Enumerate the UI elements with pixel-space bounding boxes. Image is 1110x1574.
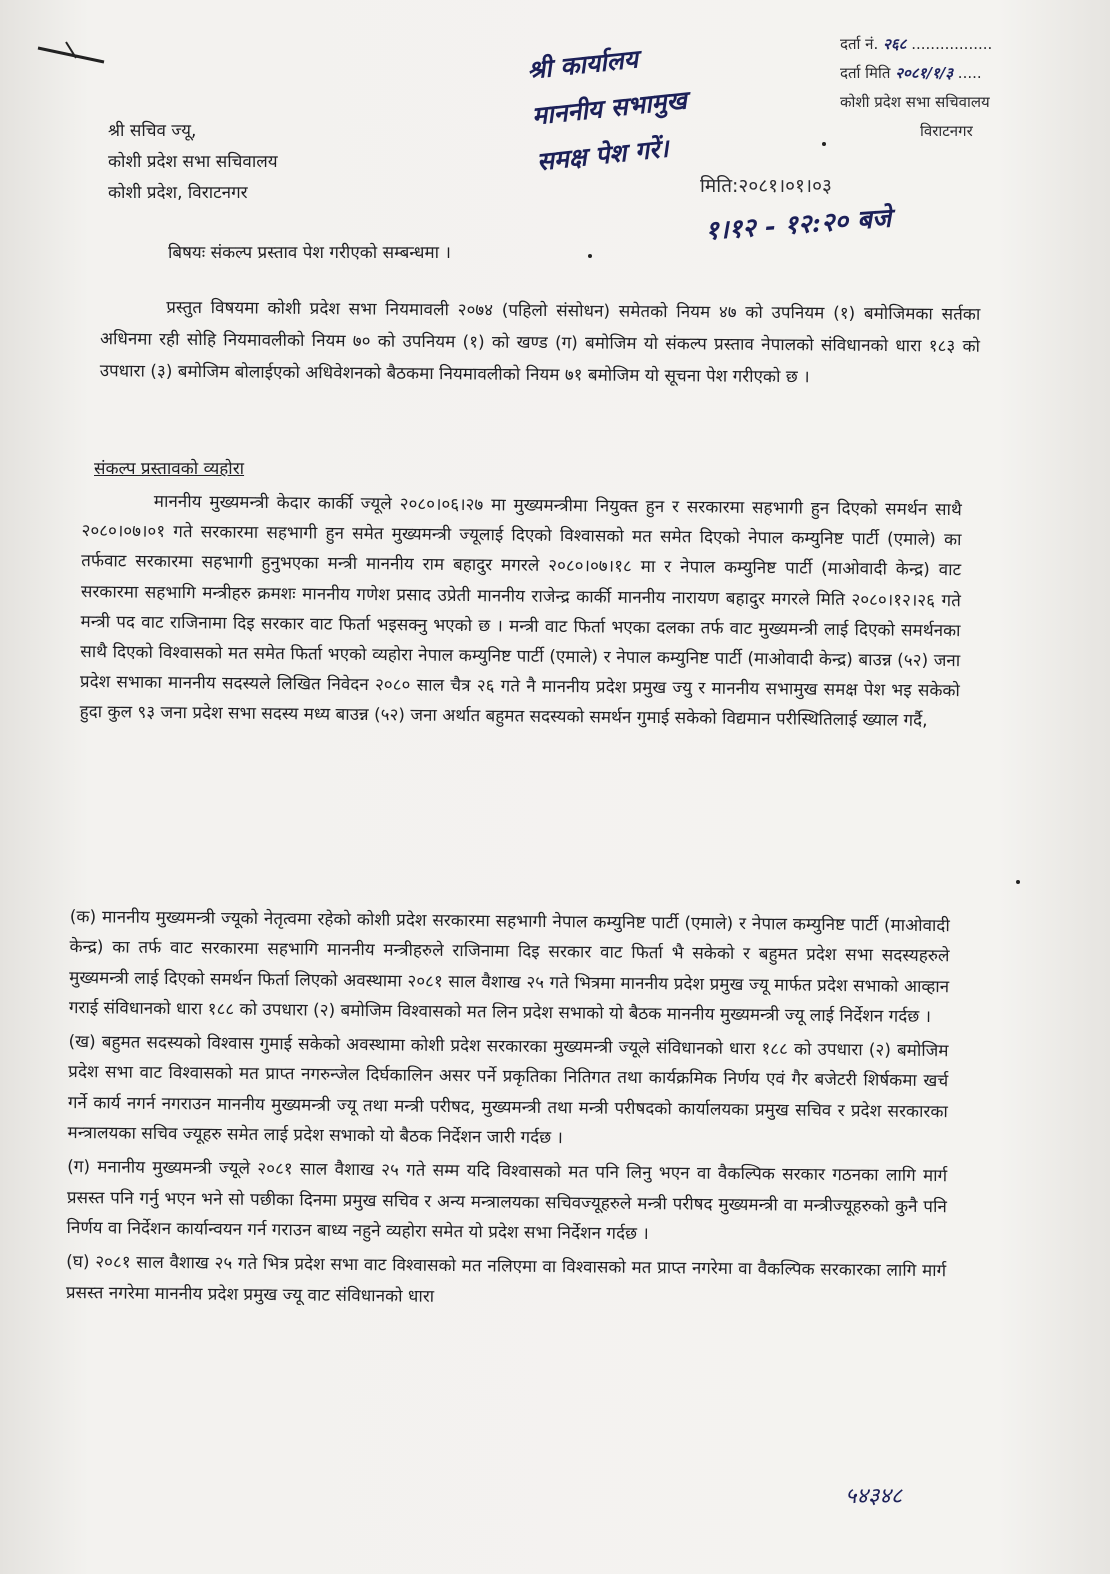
handwritten-note	[525, 17, 838, 186]
address-line-2: कोशी प्रदेश सभा सचिवालय	[108, 152, 278, 172]
resolution-items	[66, 902, 950, 1321]
addressee-block	[108, 116, 278, 209]
registration-office: कोशी प्रदेश सभा सचिवालय	[840, 93, 990, 111]
ink-speck	[588, 254, 592, 258]
resolution-item-kha: (ख) बहुमत सदस्यको विश्वास गुमाई सकेको अवस्थामा कोशी प्रदेश सरकारका मुख्यमन्त्री ज्यूले संविधानको धारा १८८ को उपधारा (२) बमोजिम प्रदेश सभा वाट विश्वासको मत प्राप्त नगरुन्जेल दिर्घकालिन असर पर्ने प्रकृतिका नितिगत तथा कार्यक्रमिक निर्णय एवं गैर बजेटरी शिर्षकमा खर्च गर्ने कार्य नगर्न नगराउन माननीय मुख्यमन्त्री ज्यू तथा मन्त्री परीषद, मुख्यमन्त्री तथा मन्त्री परीषदको कार्यालयका प्रमुख सचिव र प्रदेश सरकारका मन्त्रालयका सचिव ज्यूहरु समेत लाई प्रदेश सभाको यो बैठक निर्देशन जारी गर्दछ ।	[67, 1032, 949, 1149]
signature: ५४३४८	[845, 1484, 903, 1509]
resolution-item-ka: (क) माननीय मुख्यमन्त्री ज्यूको नेतृत्वमा रहेको कोशी प्रदेश सरकारमा सहभागी नेपाल कम्युनिष्ट पार्टी (एमाले) र नेपाल कम्युनिष्ट पार्टी (माओवादी केन्द्र) का तर्फ वाट सरकारमा सहभागि माननीय मन्त्रीहरुले राजिनामा दिइ सरकार वाट फिर्ता भै सकेको र बहुमत प्रदेश सभा सदस्यहरुले मुख्यमन्त्री लाई दिएको समर्थन फिर्ता लिएको अवस्थामा २०८१ साल वैशाख २५ गते भित्रमा माननीय प्रदेश प्रमुख ज्यू मार्फत प्रदेश सभाको आव्हान गराई संविधानको धारा १८८ को उपधारा (२) बमोजिम विश्वासको मत लिन प्रदेश सभाको यो बैठक माननीय मुख्यमन्त्री ज्यू लाई निर्देशन गर्दछ ।	[68, 906, 950, 1027]
darta-number-label: दर्ता नं.	[840, 35, 879, 53]
resolution-item-gha: (घ) २०८१ साल वैशाख २५ गते भित्र प्रदेश सभा वाट विश्वासको मत नलिएमा वा विश्वासको मत प्राप्त नगरेमा वा वैकल्पिक सरकारका लागि मार्ग प्रसस्त नगरेमा माननीय प्रदेश प्रमुख ज्यू वाट संविधानको धारा	[65, 1252, 947, 1307]
resolution-item-ga: (ग) मनानीय मुख्यमन्त्री ज्यूले २०८१ साल वैशाख २५ गते सम्म यदि विश्वासको मत पनि लिनु भएन वा वैकल्पिक सरकार गठनका लागि मार्ग प्रसस्त पनि गर्नु भएन भने सो पछीका दिनमा प्रमुख सचिव र अन्य मन्त्रालयका सचिवज्यूहरुले मन्त्री परीषद मुख्यमन्त्री वा मन्त्रीज्यूहरुको कुनै पनि निर्णय वा निर्देशन कार्यान्वयन गर्न गराउन बाध्य नहुने व्यहोरा समेत यो प्रदेश सभा निर्देशन गर्दछ ।	[66, 1157, 948, 1245]
handwritten-note-line-1: श्री कार्यालय	[525, 44, 640, 85]
section-heading: संकल्प प्रस्तावको व्यहोरा	[94, 459, 245, 479]
darta-date-value: २०८१/१/३	[895, 64, 954, 82]
subject-line: बिषयः संकल्प प्रस्ताव पेश गरीएको सम्बन्धमा ।	[168, 243, 451, 263]
date-stamp: मिति:२०८१।०१।०३	[700, 175, 832, 197]
darta-number-value: २६८	[883, 35, 907, 53]
address-line-3: कोशी प्रदेश, विराटनगर	[108, 183, 248, 203]
intro-paragraph: प्रस्तुत विषयमा कोशी प्रदेश सभा नियमावली २०७४ (पहिलो संसोधन) समेतको नियम ४७ को उपनियम (१) बमोजिमका सर्तका अधिनमा रही सोहि नियमावलीको नियम ७० को उपनियम (१) को खण्ड (ग) बमोजिम यो संकल्प प्रस्ताव नेपालको संविधानको धारा १८३ को उपधारा (३) बमोजिम बोलाईएको अधिवेशनको बैठकमा नियमावलीको नियम ७१ बमोजिम यो सूचना पेश गरीएको छ ।	[99, 297, 981, 388]
registration-stamp: दर्ता नं. २६८ ................. दर्ता मिति २०८१/१/३ ..... कोशी प्रदेश सभा सचिवालय विराटनगर	[840, 30, 1080, 146]
pen-stroke-mark	[36, 38, 106, 64]
ink-speck	[1016, 880, 1020, 884]
address-line-1: श्री सचिव ज्यू,	[108, 121, 197, 141]
body-paragraph: माननीय मुख्यमन्त्री केदार कार्की ज्यूले २०८०।०६।२७ मा मुख्यमन्त्रीमा नियुक्त हुन र सरकारमा सहभागी हुन दिएको समर्थन साथै २०८०।०७।०१ गते सरकारमा सहभागी हुन समेत मुख्यमन्त्री ज्यूलाई दिएको विश्वासको मत समेत दिएको नेपाल कम्युनिष्ट पार्टी (एमाले) का तर्फवाट सरकारमा सहभागी हुनुभएका मन्त्री माननीय राम बहादुर मगरले २०८०।०७।१८ मा र नेपाल कम्युनिष्ट पार्टी (माओवादी केन्द्र) वाट सरकारमा सहभागि मन्त्रीहरु क्रमशः माननीय गणेश प्रसाद उप्रेती माननीय राजेन्द्र कार्की माननीय नारायण बहादुर मगरले मिति २०८०।१२।२६ गते मन्त्री पद वाट राजिनामा दिइ सरकार वाट फिर्ता भइसक्नु भएको छ । मन्त्री वाट फिर्ता भएका दलका तर्फ वाट मुख्यमन्त्री लाई दिएको समर्थनका साथै दिएको विश्वासको मत समेत फिर्ता भएको व्यहोरा नेपाल कम्युनिष्ट पार्टी (एमाले) र नेपाल कम्युनिष्ट पार्टी (माओवादी केन्द्र) बाउन्न (५२) जना प्रदेश सभाका माननीय सदस्यले लिखित निवेदन २०८० साल चैत्र २६ गते नै माननीय प्रदेश प्रमुख ज्यु र माननीय सभामुख समक्ष पेश भइ सकेको हुदा कुल ९३ जना प्रदेश सभा सदस्य मध्य बाउन्न (५२) जना अर्थात बहुमत सदस्यको समर्थन गुमाई सकेको विद्यमान परीस्थितिलाई ख्याल गर्दै,	[79, 491, 962, 732]
handwritten-note-line-3: समक्ष पेश गरें।	[535, 133, 670, 177]
handwritten-note-line-2: माननीय सभामुख	[530, 85, 689, 131]
handwritten-number: १।१२ - १२:२० बजे	[704, 203, 893, 247]
registration-city: विराटनगर	[920, 122, 973, 140]
ink-speck	[822, 142, 826, 146]
darta-date-label: दर्ता मिति	[840, 64, 891, 82]
